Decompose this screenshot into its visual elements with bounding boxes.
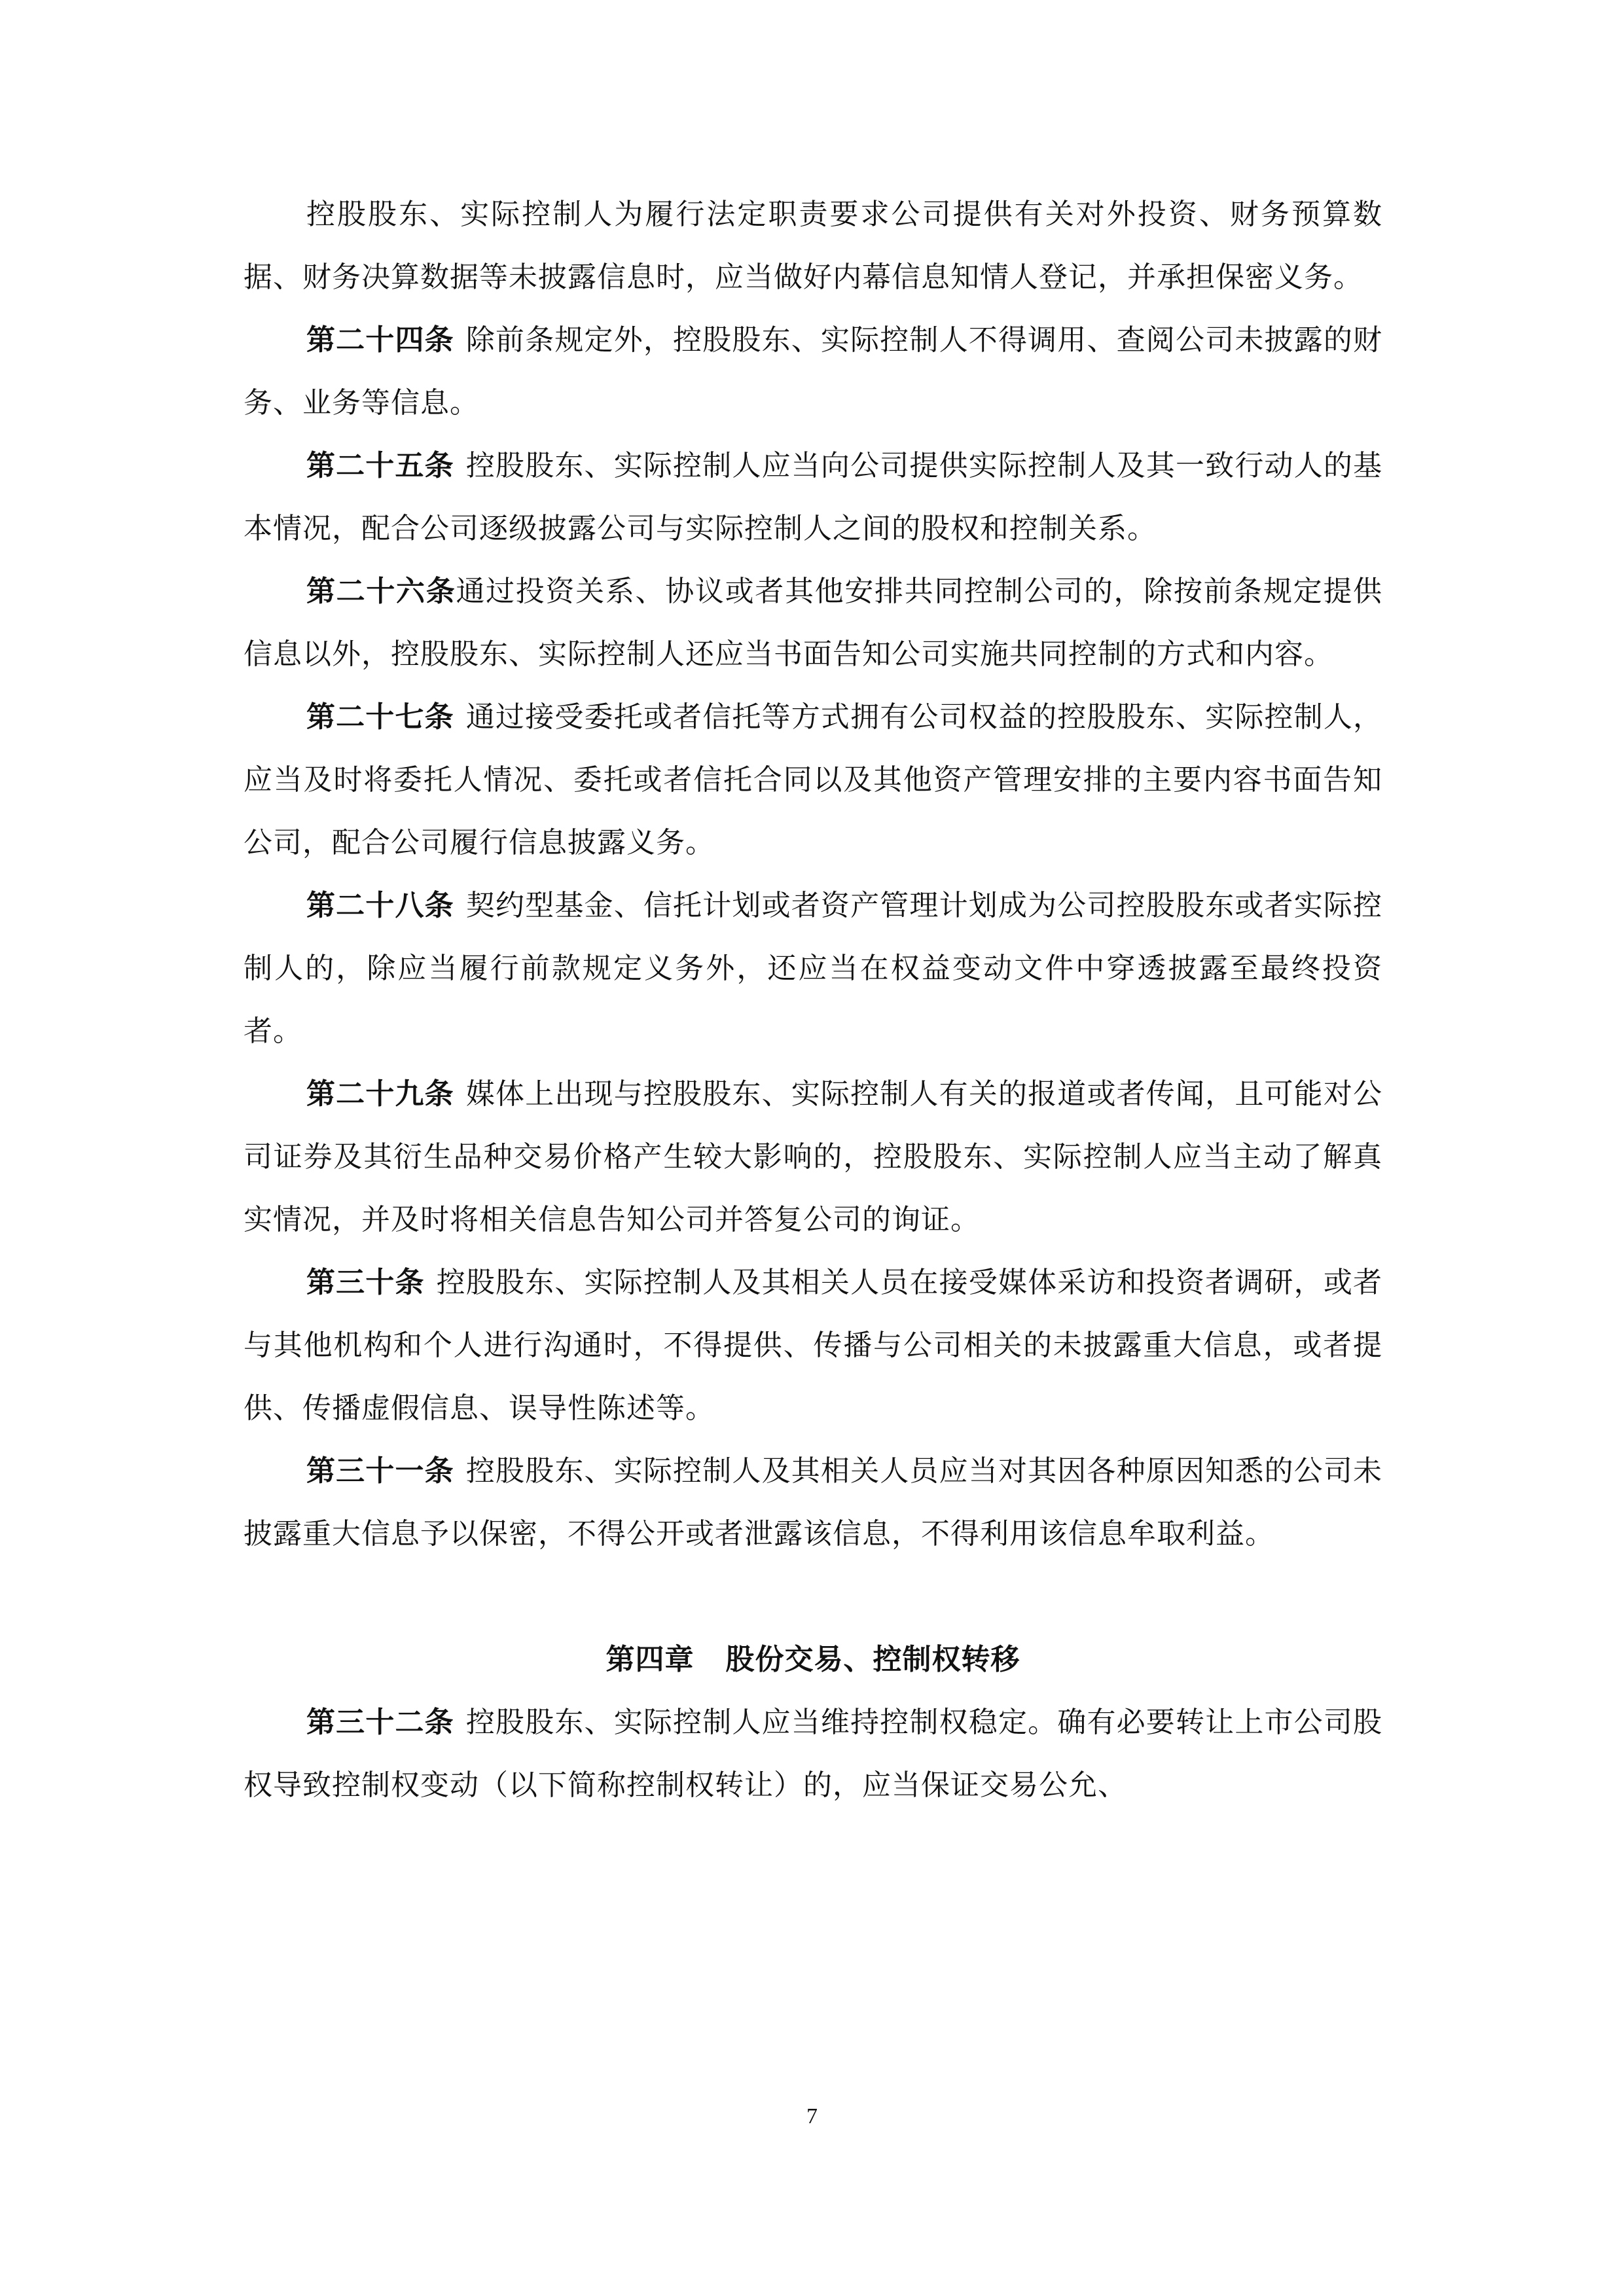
article-31 bbox=[244, 1440, 1382, 1566]
article-26 bbox=[244, 560, 1382, 686]
article-text: 控股股东、实际控制人及其相关人员应当对其因各种原因知悉的公司未披露重大信息予以保密，不得公开或者泄露该信息，不得利用该信息牟取利益。 bbox=[244, 1454, 1382, 1551]
article-number: 第二十五条 bbox=[306, 449, 454, 482]
chapter-title: 股份交易、控制权转移 bbox=[725, 1643, 1020, 1676]
article-number: 第二十九条 bbox=[306, 1077, 454, 1111]
article-number: 第三十一条 bbox=[306, 1454, 454, 1488]
page-number: 7 bbox=[806, 2104, 818, 2128]
article-number: 第二十八条 bbox=[306, 889, 454, 922]
article-text: 除前条规定外，控股股东、实际控制人不得调用、查阅公司未披露的财务、业务等信息。 bbox=[244, 323, 1382, 420]
article-32 bbox=[244, 1691, 1382, 1817]
paragraph-text: 控股股东、实际控制人为履行法定职责要求公司提供有关对外投资、财务预算数据、财务决算数据等未披露信息时，应当做好内幕信息知情人登记，并承担保密义务。 bbox=[244, 198, 1382, 294]
article-28 bbox=[244, 874, 1382, 1063]
article-text: 媒体上出现与控股股东、实际控制人有关的报道或者传闻，且可能对公司证券及其衍生品种交易价格产生较大影响的，控股股东、实际控制人应当主动了解真实情况，并及时将相关信息告知公司并答复公司的询证。 bbox=[244, 1077, 1382, 1236]
paragraph-1 bbox=[244, 183, 1382, 309]
article-text: 控股股东、实际控制人应当维持控制权稳定。确有必要转让上市公司股权导致控制权变动（以下简称控制权转让）的，应当保证交易公允、 bbox=[244, 1706, 1382, 1802]
article-text: 契约型基金、信托计划或者资产管理计划成为公司控股股东或者实际控制人的，除应当履行前款规定义务外，还应当在权益变动文件中穿透披露至最终投资者。 bbox=[244, 889, 1382, 1048]
article-text: 通过投资关系、协议或者其他安排共同控制公司的，除按前条规定提供信息以外，控股股东、实际控制人还应当书面告知公司实施共同控制的方式和内容。 bbox=[244, 575, 1383, 671]
article-text: 控股股东、实际控制人应当向公司提供实际控制人及其一致行动人的基本情况，配合公司逐级披露公司与实际控制人之间的股权和控制关系。 bbox=[244, 449, 1382, 545]
chapter-heading bbox=[244, 1628, 1382, 1691]
article-number: 第二十七条 bbox=[306, 700, 454, 734]
article-24 bbox=[244, 309, 1382, 435]
chapter-number: 第四章 bbox=[605, 1643, 695, 1676]
article-29 bbox=[244, 1063, 1382, 1251]
article-number: 第二十四条 bbox=[306, 323, 454, 357]
article-30 bbox=[244, 1251, 1382, 1440]
article-number: 第三十二条 bbox=[306, 1706, 454, 1739]
page-content bbox=[244, 183, 1382, 1817]
article-number: 第二十六条 bbox=[306, 575, 456, 608]
article-number: 第三十条 bbox=[306, 1266, 425, 1299]
article-text: 控股股东、实际控制人及其相关人员在接受媒体采访和投资者调研，或者与其他机构和个人进行沟通时，不得提供、传播与公司相关的未披露重大信息，或者提供、传播虚假信息、误导性陈述等。 bbox=[244, 1266, 1382, 1425]
article-text: 通过接受委托或者信托等方式拥有公司权益的控股股东、实际控制人，应当及时将委托人情况、委托或者信托合同以及其他资产管理安排的主要内容书面告知公司，配合公司履行信息披露义务。 bbox=[244, 700, 1382, 859]
article-27 bbox=[244, 686, 1382, 874]
article-25 bbox=[244, 435, 1382, 560]
